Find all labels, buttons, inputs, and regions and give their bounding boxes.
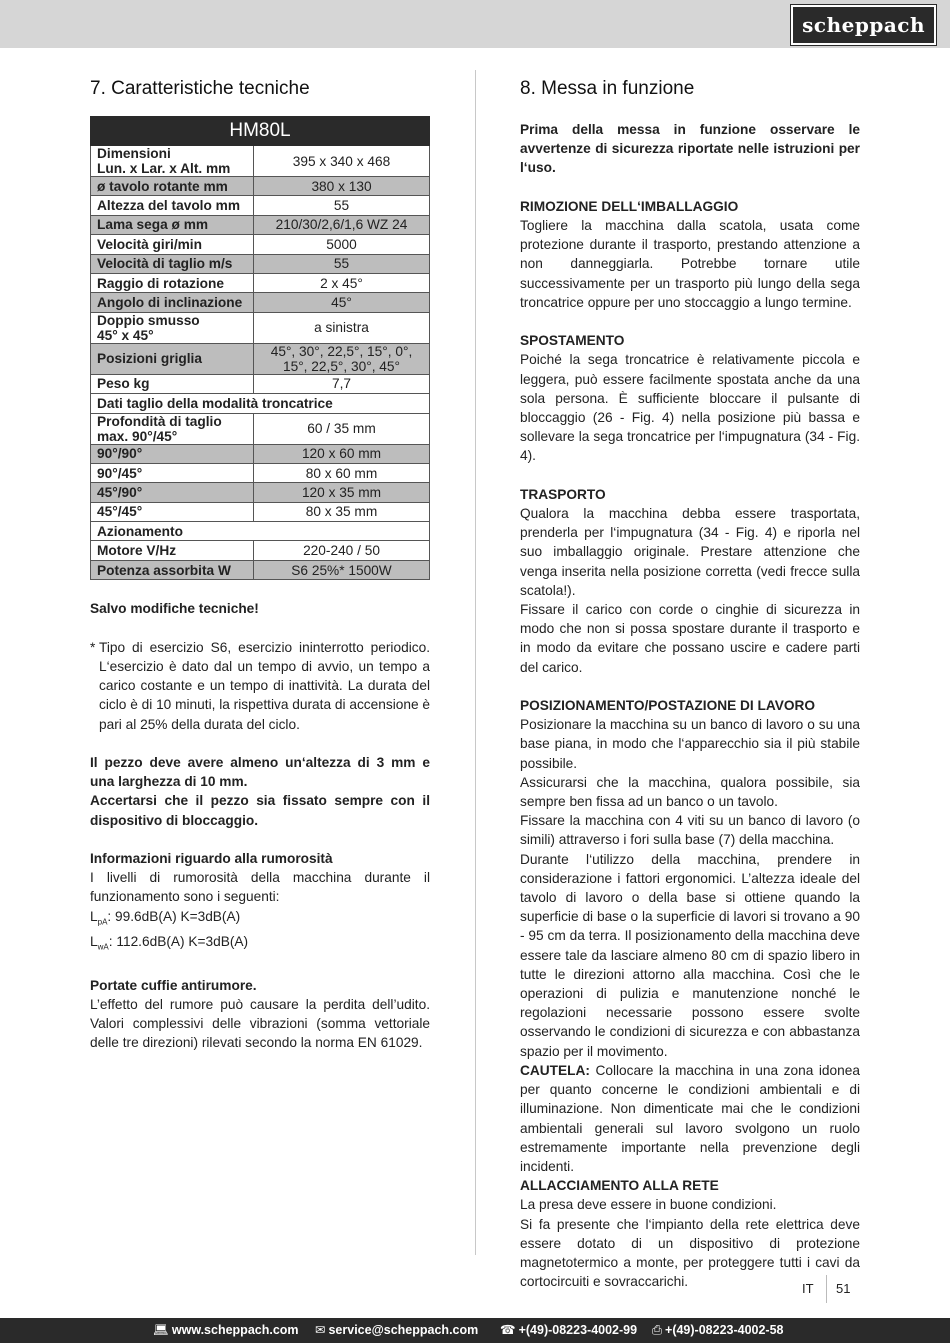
footnote	[90, 638, 430, 734]
spec-value: 55	[254, 196, 430, 215]
spec-value: 2 x 45°	[254, 273, 430, 292]
noise-heading: Informazioni riguardo alla rumorosità	[90, 851, 333, 867]
spec-label: Potenza assorbita W	[91, 560, 254, 579]
spec-row	[91, 522, 430, 541]
page-number: 51	[836, 1281, 851, 1296]
spec-label: Dimensioni Lun. x Lar. x Alt. mm	[91, 146, 254, 177]
moving-text: Poiché la sega troncatrice è relativamente piccola e leggera, può essere facilmente spostata anche da una sola persona. È sufficiente bloccare il pulsante di bloccaggio (26 - Fig. 4) nella posizione più bassa e sollevare la sega troncatrice per l‘impugnatura (34 - Fig. 4).	[520, 352, 860, 464]
page-language: IT	[802, 1281, 814, 1296]
caution-label: CAUTELA:	[520, 1062, 590, 1078]
spec-table-model: HM80L	[91, 117, 430, 146]
envelope-icon: ✉︎	[315, 1323, 326, 1337]
spec-value: 120 x 35 mm	[254, 483, 430, 502]
positioning-text-1: Posizionare la macchina su un banco di lavoro o su una base piana, in modo che l‘apparecchio sia il più stabile possibile.	[520, 717, 860, 771]
spec-value: a sinistra	[254, 312, 430, 343]
unpacking-heading: RIMOZIONE DELL‘IMBALLAGGIO	[520, 198, 739, 214]
spec-label: Velocità giri/min	[91, 235, 254, 254]
spec-label: 45°/90°	[91, 483, 254, 502]
section-title-tech-specs: 7. Caratteristiche tecniche	[90, 78, 310, 99]
footer-bar	[0, 1318, 950, 1343]
footnote-text: Tipo di esercizio S6, esercizio ininterrotto periodico. L‘esercizio è dato dal un tempo di avvio, un tempo a carico costante e un tempo di inattività. La durata del ciclo è di 10 minuti, la rispettiva durata di accensione è pari al 25% della durata del ciclo.	[99, 639, 430, 732]
footer-phone: ☎︎ +(49)-08223-4002-99	[500, 1323, 638, 1337]
spec-table	[90, 116, 430, 580]
spec-row	[91, 146, 430, 177]
unpacking-text: Togliere la macchina dalla scatola, usata come protezione durante il trasporto, prestando attenzione a non danneggiarla. Potrebbe tornare utile successivamente per un trasporto più lungo della sega troncatrice oppure per uno stoccaggio a lungo termine.	[520, 218, 860, 310]
spec-label: ø tavolo rotante mm	[91, 177, 254, 196]
spec-value: 5000	[254, 235, 430, 254]
spec-value: 210/30/2,6/1,6 WZ 24	[254, 215, 430, 234]
phone-icon: ☎︎	[500, 1323, 516, 1337]
spec-value: 220-240 / 50	[254, 541, 430, 560]
spec-row	[91, 196, 430, 215]
spec-value: 80 x 35 mm	[254, 502, 430, 521]
spec-value: 45°	[254, 293, 430, 312]
spec-row	[91, 374, 430, 393]
spec-value: 60 / 35 mm	[254, 413, 430, 444]
spec-label: Altezza del tavolo mm	[91, 196, 254, 215]
spec-row	[91, 293, 430, 312]
spec-row	[91, 463, 430, 482]
spec-value: 45°, 30°, 22,5°, 15°, 0°, 15°, 22,5°, 30°, 45°	[254, 343, 430, 374]
mains-heading: ALLACCIAMENTO ALLA RETE	[520, 1178, 719, 1194]
spec-label: 90°/90°	[91, 444, 254, 463]
commissioning-intro: Prima della messa in funzione osservare le avvertenze di sicurezza riportate nelle istruzioni per l‘uso.	[520, 122, 860, 176]
section-title-commissioning: 8. Messa in funzione	[520, 78, 695, 99]
transport-heading: TRASPORTO	[520, 486, 606, 502]
spec-label: Profondità di taglio max. 90°/45°	[91, 413, 254, 444]
spec-row	[91, 394, 430, 413]
column-divider	[475, 70, 476, 1255]
spec-row	[91, 444, 430, 463]
spec-row	[91, 215, 430, 234]
spec-row	[91, 502, 430, 521]
caution-text: CAUTELA: Collocare la macchina in una zona idonea per quanto concerne le condizioni ambientali e di illuminazione. Non dimenticate mai che le condizioni ambientali generali sul lavoro svolgono un ruolo estremamente importante nella prevenzione degli incidenti.	[520, 1062, 860, 1174]
positioning-text-4: Durante l‘utilizzo della macchina, prendere in considerazione i fattori ergonomici. L’altezza ideale del tavolo di lavoro o della base si ottiene quando la superficie di base o la superficie di lavori si trovano a 90 - 95 cm da terra. Il posizionamento della macchina deve essere tale da lasciare almeno 80 cm di spazio libero in tutte le direzioni attorno alla macchina. Così che le operazioni di pulizia e manutenzione nonché le regolazioni necessarie possono essere svolte osservando le condizioni di sicurezza e con abbastanza spazio per il movimento.	[520, 851, 860, 1059]
spec-value: 120 x 60 mm	[254, 444, 430, 463]
spec-label: 45°/45°	[91, 502, 254, 521]
footer-email[interactable]: ✉︎ service@scheppach.com	[315, 1323, 479, 1337]
transport-text-2: Fissare il carico con corde o cinghie di sicurezza in modo che non si possa spostare durante il trasporto e in modo da evitare che possano uscire e cadere parti del carico.	[520, 602, 860, 675]
spec-row	[91, 560, 430, 579]
spec-value: 80 x 60 mm	[254, 463, 430, 482]
spec-label: Velocità di taglio m/s	[91, 254, 254, 273]
ear-protection-text: L’effetto del rumore può causare la perdita dell’udito. Valori complessivi delle vibrazioni (somma vettoriale delle tre direzioni) rilevati secondo la norma EN 61029.	[90, 996, 430, 1051]
positioning-text-3: Fissare la macchina con 4 viti su un banco di lavoro (o simili) attraverso i fori sulla base (7) della macchina.	[520, 813, 860, 848]
fax-icon: ⎙	[652, 1323, 663, 1337]
workpiece-size-note: Il pezzo deve avere almeno un‘altezza di 3 mm e una larghezza di 10 mm.	[90, 755, 430, 790]
brand-logo: scheppach	[791, 5, 936, 45]
spec-value: S6 25%* 1500W	[254, 560, 430, 579]
right-column	[520, 76, 860, 1291]
workpiece-clamp-note: Accertarsi che il pezzo sia fissato sempre con il dispositivo di bloccaggio.	[90, 793, 430, 828]
footnote-mark: *	[90, 639, 96, 655]
spec-label: Lama sega ø mm	[91, 215, 254, 234]
top-bar	[0, 0, 950, 48]
spec-label: Motore V/Hz	[91, 541, 254, 560]
spec-row	[91, 177, 430, 196]
spec-row	[91, 254, 430, 273]
laptop-icon: 💻︎	[153, 1323, 169, 1337]
spec-value: 380 x 130	[254, 177, 430, 196]
spec-label: Raggio di rotazione	[91, 273, 254, 292]
spec-row	[91, 273, 430, 292]
moving-heading: SPOSTAMENTO	[520, 333, 625, 349]
positioning-text-2: Assicurarsi che la macchina, qualora possibile, sia sempre ben fissa ad un banco o un tavolo.	[520, 774, 860, 810]
noise-lwa: $L_{wA}$: 112.6dB(A) K=3dB(A)	[90, 933, 249, 952]
spec-label: Angolo di inclinazione	[91, 293, 254, 312]
technical-changes-note: Salvo modifiche tecniche!	[90, 601, 259, 617]
noise-lpa: $L_{pA}$: 99.6dB(A) K=3dB(A)	[90, 908, 241, 927]
ear-protection-heading: Portate cuffie antirumore.	[90, 977, 257, 993]
noise-text: I livelli di rumorosità della macchina durante il funzionamento sono i seguenti:	[90, 870, 430, 905]
spec-row	[91, 483, 430, 502]
spec-row	[91, 343, 430, 374]
spec-value: 7,7	[254, 374, 430, 393]
positioning-heading: POSIZIONAMENTO/POSTAZIONE DI LAVORO	[520, 698, 816, 714]
spec-label: 90°/45°	[91, 463, 254, 482]
spec-value: 395 x 340 x 468	[254, 146, 430, 177]
footer-fax: ⎙ +(49)-08223-4002-58	[652, 1323, 784, 1337]
spec-label: Posizioni griglia	[91, 343, 254, 374]
spec-row	[91, 235, 430, 254]
left-column	[90, 76, 430, 1053]
page-number-block	[802, 1280, 851, 1298]
spec-label: Peso kg	[91, 374, 254, 393]
footer-web[interactable]: 💻︎ www.scheppach.com	[153, 1323, 299, 1337]
spec-label: Azionamento	[91, 522, 430, 541]
spec-row	[91, 312, 430, 343]
spec-label: Doppio smusso 45° x 45°	[91, 312, 254, 343]
transport-text-1: Qualora la macchina debba essere trasportata, prenderla per l‘impugnatura (34 - Fig. 4) e riporla nel suo imballaggio originale. Prestare attenzione che venga inserita nella posizione corretta (vedi frecce sulla scatola!).	[520, 506, 860, 598]
mains-text-2: Si fa presente che l‘impianto della rete elettrica deve essere dotato di un dispositivo di protezione magnetotermico a monte, per proteggere tutti i cavi da cortocircuiti e sovraccarichi.	[520, 1216, 860, 1290]
mains-text-1: La presa deve essere in buone condizioni.	[520, 1197, 777, 1213]
spec-row	[91, 413, 430, 444]
spec-row	[91, 541, 430, 560]
spec-value: 55	[254, 254, 430, 273]
spec-label: Dati taglio della modalità troncatrice	[91, 394, 430, 413]
